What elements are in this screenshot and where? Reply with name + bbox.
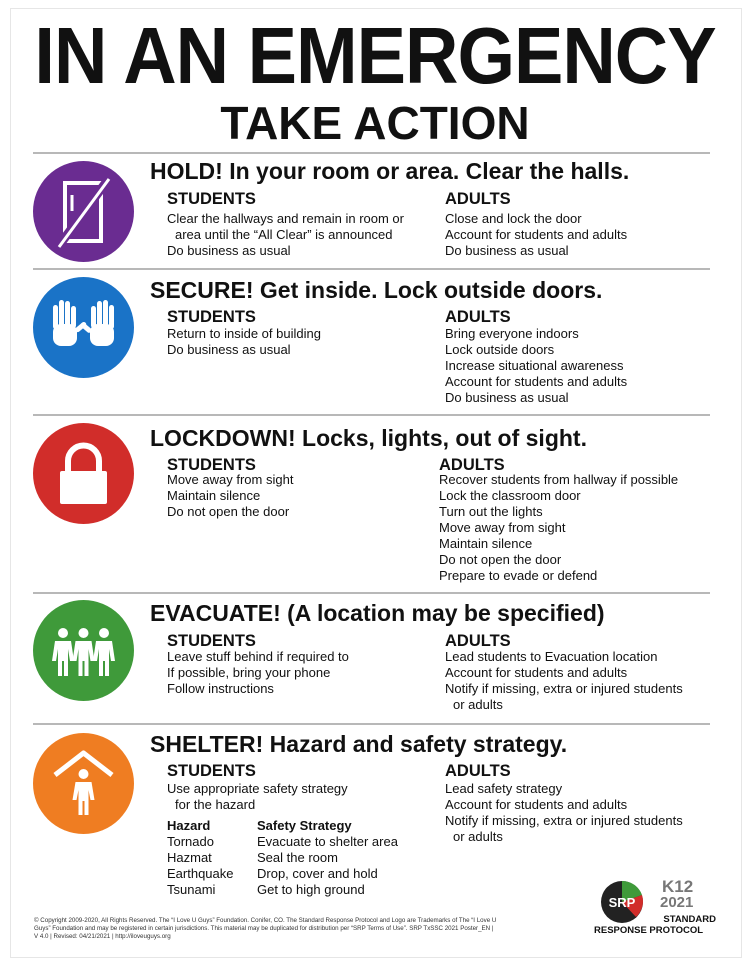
list-item: Notify if missing, extra or injured students (445, 681, 683, 696)
hazard-list (167, 834, 234, 898)
section-heading: LOCKDOWN! Locks, lights, out of sight. (150, 425, 587, 451)
strategy-item: Drop, cover and hold (257, 866, 378, 881)
divider (33, 592, 710, 594)
divider (33, 723, 710, 725)
students-list (167, 649, 349, 697)
poster-subtitle: TAKE ACTION (220, 97, 530, 149)
list-item: Account for students and adults (445, 665, 628, 680)
hazard-item: Earthquake (167, 866, 234, 881)
list-item: Maintain silence (439, 536, 533, 551)
hazard-item: Tsunami (167, 882, 216, 897)
students-list (167, 326, 321, 358)
students-list (167, 472, 293, 520)
list-item: Lock the classroom door (439, 488, 581, 503)
safety-strategy-header: Safety Strategy (257, 818, 352, 833)
list-item: Bring everyone indoors (445, 326, 579, 341)
list-item: or adults (453, 829, 503, 844)
strategy-item: Evacuate to shelter area (257, 834, 398, 849)
logo-mark: SRP (608, 895, 636, 910)
list-item: Do business as usual (445, 243, 569, 258)
adults-label: ADULTS (439, 456, 505, 474)
section-heading: EVACUATE! (A location may be specified) (150, 600, 605, 626)
adults-list (439, 472, 678, 584)
list-item: Do not open the door (439, 552, 562, 567)
logo-k12: K12 (662, 877, 694, 896)
hazard-header: Hazard (167, 818, 211, 833)
adults-label: ADULTS (445, 762, 511, 780)
footer-line: © Copyright 2009-2020, All Rights Reserved. The “I Love U Guys” Foundation. Conifer, CO. The Standard Response Protocol and Logo are Trademarks of The “I Love U (34, 917, 497, 924)
strategy-list (257, 834, 398, 898)
students-label: STUDENTS (167, 308, 256, 326)
list-item: Move away from sight (167, 472, 294, 487)
list-item: Leave stuff behind if required to (167, 649, 349, 664)
strategy-item: Get to high ground (257, 882, 365, 897)
list-item: Account for students and adults (445, 797, 628, 812)
list-item: Close and lock the door (445, 211, 582, 226)
adults-list (445, 781, 683, 845)
list-item: Follow instructions (167, 681, 274, 696)
person-under-roof-icon (33, 733, 134, 834)
list-item: Do business as usual (167, 243, 291, 258)
strategy-item: Seal the room (257, 850, 338, 865)
list-item: Account for students and adults (445, 374, 628, 389)
list-item: Prepare to evade or defend (439, 568, 598, 583)
list-item: Move away from sight (439, 520, 566, 535)
adults-label: ADULTS (445, 308, 511, 326)
list-item: or adults (453, 697, 503, 712)
list-item: Notify if missing, extra or injured students (445, 813, 683, 828)
srp-logo (596, 878, 716, 942)
list-item: If possible, bring your phone (167, 665, 331, 680)
divider (33, 268, 710, 270)
list-item: Lead safety strategy (445, 781, 563, 796)
logo-year: 2021 (660, 894, 694, 911)
divider (33, 152, 710, 154)
list-item: Turn out the lights (439, 504, 543, 519)
section-heading: SECURE! Get inside. Lock outside doors. (150, 277, 603, 303)
list-item: Lock outside doors (445, 342, 555, 357)
hazard-item: Hazmat (167, 850, 212, 865)
footer-line: Guys” Foundation and may be registered in certain jurisdictions. This material may be duplicated for distribution per “SRP Terms of Use”. SRP TxSSC 2021 Poster_EN | (34, 925, 494, 932)
students-label: STUDENTS (167, 456, 256, 474)
list-item: Do business as usual (445, 390, 569, 405)
students-label: STUDENTS (167, 190, 256, 208)
adults-list (445, 649, 683, 713)
list-item: Account for students and adults (445, 227, 628, 242)
list-item: Return to inside of building (167, 326, 321, 341)
adults-list (445, 211, 627, 259)
section-heading: SHELTER! Hazard and safety strategy. (150, 731, 568, 757)
group-people-icon (33, 600, 134, 701)
list-item: Use appropriate safety strategy (167, 781, 348, 796)
list-item: for the hazard (175, 797, 256, 812)
students-list (167, 211, 404, 259)
poster-title: IN AN EMERGENCY (34, 10, 716, 101)
list-item: Maintain silence (167, 488, 261, 503)
divider (33, 414, 710, 416)
students-list (167, 781, 348, 813)
footer-line: V 4.0 | Revised: 04/21/2021 | http://iloveuguys.org (34, 933, 171, 940)
logo-line2: RESPONSE PROTOCOL (594, 925, 704, 936)
list-item: Do not open the door (167, 504, 290, 519)
list-item: Do business as usual (167, 342, 291, 357)
copyright-footer (34, 917, 584, 941)
hazard-item: Tornado (167, 834, 214, 849)
list-item: Clear the hallways and remain in room or (167, 211, 404, 226)
list-item: Recover students from hallway if possible (439, 472, 679, 487)
list-item: Increase situational awareness (445, 358, 624, 373)
adults-label: ADULTS (445, 632, 511, 650)
padlock-icon (33, 423, 134, 524)
door-icon (33, 161, 134, 262)
section-heading: HOLD! In your room or area. Clear the halls. (150, 158, 630, 184)
list-item: area until the “All Clear” is announced (175, 227, 393, 242)
students-label: STUDENTS (167, 762, 256, 780)
adults-list (445, 326, 627, 406)
adults-label: ADULTS (445, 190, 511, 208)
logo-line1: STANDARD (663, 914, 716, 925)
list-item: Lead students to Evacuation location (445, 649, 658, 664)
students-label: STUDENTS (167, 632, 256, 650)
raised-hands-icon (33, 277, 134, 378)
